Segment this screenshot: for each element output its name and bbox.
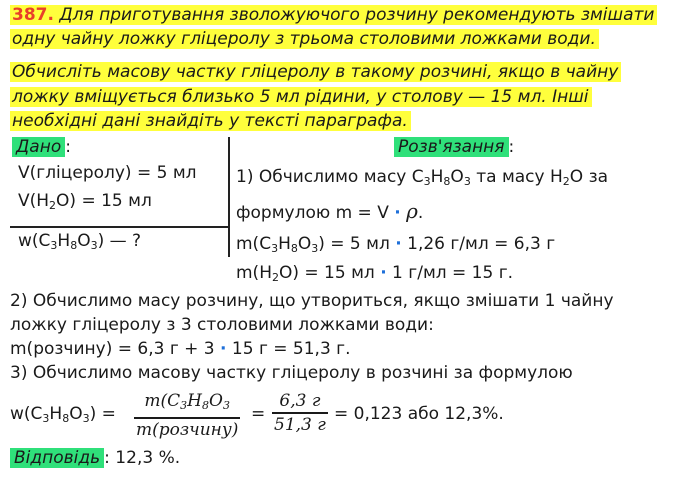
task-line-3: Обчисліть масову частку гліцеролу в такому розчині, якщо в чайну <box>10 61 621 83</box>
task-line-5: необхідні дані знайдіть у тексті параграфа. <box>10 110 411 132</box>
multiply-dot: · <box>394 203 401 223</box>
fraction-values: 6,3 г 51,3 г <box>274 391 326 435</box>
solution-mass-glycerol: $m(C_3H_8O_3) = 5$ мл · 1,26 г/мл = 6,3 г <box>236 234 556 255</box>
task-line-1: 387. Для приготування зволожуючого розчину рекомендують змішати <box>10 4 657 26</box>
solution-step-3-line: 3) Обчислимо масову частку гліцеролу в розчині за формулою <box>10 363 573 383</box>
task-line-2: одну чайну ложку гліцеролу з трьома столовими ложками води. <box>10 28 599 50</box>
solution-formula-line: формулою m = V · ρ. <box>236 199 424 223</box>
given-v-glycerol: V(гліцеролу) = 5 мл <box>18 163 197 183</box>
fraction-equals: = <box>251 404 266 424</box>
rho-symbol: ρ <box>406 199 418 223</box>
fraction-result: = 0,123 або 12,3%. <box>334 404 504 424</box>
solution-step-1: 1) Обчислимо масу $C_3H_8O_3$ та масу $H_2O$ за <box>236 167 609 188</box>
given-heading: Дано : <box>12 136 71 158</box>
solution-mass-water: $m(H_2O) = 15$ мл · 1 г/мл = 15 г. <box>236 263 514 284</box>
fraction-mass-ratio: $m(C_3H_8O_3$ m(розчину) <box>136 391 239 440</box>
given-divider-vertical <box>228 137 230 257</box>
task-number: 387. <box>12 5 54 25</box>
answer-label: Відповідь <box>10 448 104 468</box>
task-line-4: ложку вміщується близько 5 мл рідини, у столову — 15 мл. Інші <box>10 86 592 108</box>
given-unknown: $w(C_3H_8O_3)$ — ? <box>18 231 142 252</box>
fraction-lhs: $w(C_3H_8O_3)$ = <box>10 404 116 425</box>
solution-step-2-line-2: ложку гліцеролу з 3 столовими ложками води: <box>10 315 434 335</box>
answer-line: Відповідь : 12,3 %. <box>10 447 180 469</box>
solution-heading: Розв'язання : <box>394 136 514 158</box>
given-divider-horizontal <box>10 226 229 228</box>
answer-value: 12,3 %. <box>109 448 181 468</box>
given-v-water: $V(H_2O) = 15$ мл <box>18 191 152 212</box>
solution-step-2-calc: m(розчину) = 6,3 г + 3 · 15 г = 51,3 г. <box>10 339 351 359</box>
solution-step-2-line-1: 2) Обчислимо масу розчину, що утвориться, якщо змішати 1 чайну <box>10 291 614 311</box>
